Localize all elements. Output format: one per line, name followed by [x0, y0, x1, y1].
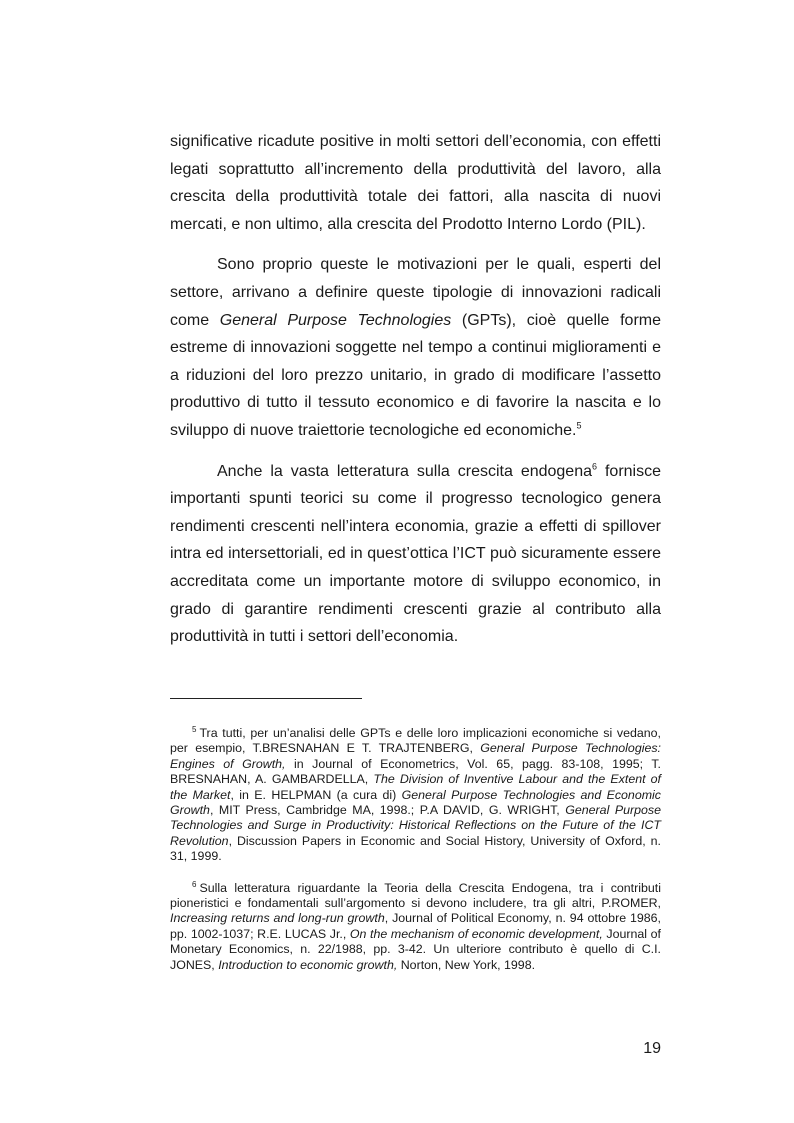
- paragraph-2-italic-term: General Purpose Technologies: [219, 311, 452, 329]
- footnote-5-text-5: , Discussion Papers in Economic and Social History, University of Oxford, n. 31, 1999.: [170, 833, 661, 864]
- footnote-5-title-4: General Purpose Technologies and Surge in Productivity: Historical Reflections on the Future of the ICT Revolution: [170, 803, 661, 848]
- footnote-6-text-4: Norton, New York, 1998.: [397, 957, 536, 972]
- footnote-5-title-1: General Purpose Technologies: Engines of Growth,: [170, 741, 661, 771]
- footnote-ref-6[interactable]: 6: [592, 461, 598, 472]
- paragraph-3-text-b: fornisce importanti spunti teorici su come il progresso tecnologico genera rendimenti crescenti nell’intera economia, grazie a effetti di spillover intra ed intersettoriali, ed in quest’ottica l’ICT può sicuramente essere accreditata come un importante motore di sviluppo economico, in grado di garantire rendimenti crescenti grazie al contributo alla produttività in tutti i settori dell’economia.: [170, 462, 662, 646]
- footnote-5-text-3: , in E. HELPMAN (a cura di): [230, 787, 402, 802]
- footnote-5-number: 5: [192, 724, 197, 734]
- main-text: [170, 128, 661, 651]
- paragraph-2-text-b: (GPTs), cioè quelle forme estreme di innovazioni soggette nel tempo a continui miglioramenti e a riduzioni del loro prezzo unitario, in grado di modificare l’assetto produttivo di tutto il tessuto economico e di favorire la nascita e lo sviluppo di nuove traiettorie tecnologiche ed economiche.: [170, 311, 661, 439]
- footnote-6-title-2: On the mechanism of economic development,: [349, 926, 603, 941]
- footnote-5-text-4: , MIT Press, Cambridge MA, 1998.; P.A DAVID, G. WRIGHT,: [209, 803, 566, 818]
- footnote-6-title-3: Introduction to economic growth,: [218, 957, 398, 972]
- paragraph-1: [170, 128, 661, 238]
- footnote-6-text-1: Sulla letteratura riguardante la Teoria della Crescita Endogena, tra i contributi pioneristici e fondamentali sull’argomento si devono includere, tra gli altri, P.ROMER,: [170, 880, 661, 911]
- footnote-5: [170, 726, 661, 865]
- footnote-6-number: 6: [192, 879, 197, 889]
- footnote-5-title-3: General Purpose Technologies and Economic Growth: [170, 787, 661, 818]
- footnote-6: [170, 881, 661, 973]
- footnotes: [170, 726, 661, 973]
- paragraph-3-text-a: Anche la vasta letteratura sulla crescita endogena: [217, 462, 593, 480]
- paragraph-1-text: significative ricadute positive in molti settori dell’economia, con effetti legati soprattutto all’incremento della produttività del lavoro, alla crescita della produttività totale dei fattori, alla nascita di nuovi mercati, e non ultimo, alla crescita del Prodotto Interno Lordo (PIL).: [170, 133, 661, 233]
- paragraph-2-text-a: Sono proprio queste le motivazioni per le quali, esperti del settore, arrivano a definire queste tipologie di innovazioni radicali come: [170, 256, 661, 329]
- paragraph-3: [170, 458, 661, 651]
- footnote-6-text-2: , Journal of Political Economy, n. 94 ottobre 1986, pp. 1002-1037; R.E. LUCAS Jr.,: [170, 911, 661, 941]
- paragraph-2: [170, 251, 661, 444]
- footnote-5-text-1: Tra tutti, per un’analisi delle GPTs e delle loro implicazioni economiche si vedano, per esempio, T.BRESNAHAN E T. TRAJTENBERG,: [170, 726, 661, 756]
- page-number: 19: [643, 1040, 661, 1057]
- footnote-ref-5[interactable]: 5: [576, 420, 582, 431]
- footnote-6-title-1: Increasing returns and long-run growth: [170, 911, 385, 926]
- footnote-6-text-3: Journal of Monetary Economics, n. 22/1988, pp. 3-42. Un ulteriore contributo è quello di C.I. JONES,: [170, 926, 662, 972]
- footnote-separator: [170, 698, 362, 699]
- footnote-5-text-2: in Journal of Econometrics, Vol. 65, pagg. 83-108, 1995; T. BRESNAHAN, A. GAMBARDELLA,: [170, 756, 661, 787]
- footnote-5-title-2: The Division of Inventive Labour and the Extent of the Market: [170, 772, 662, 802]
